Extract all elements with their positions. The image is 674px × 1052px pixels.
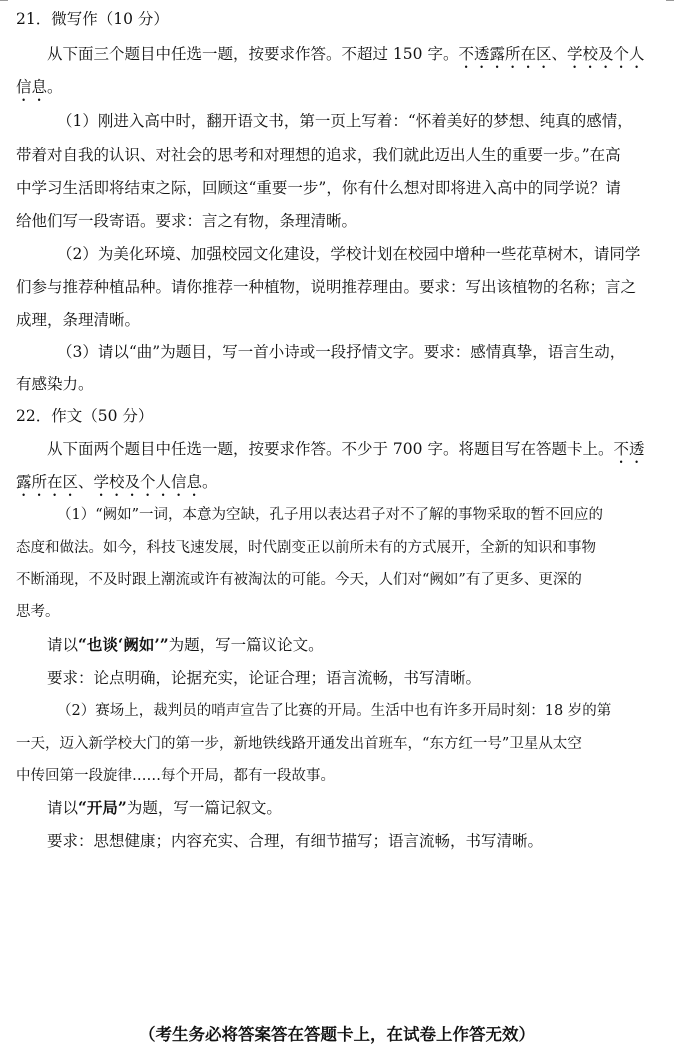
q22-p1-line4: 思考。 [16,604,60,620]
q22-p2-line3: 中传回第一段旋律……每个开局，都有一段故事。 [16,768,335,784]
q22-p1-requirements: 要求：论点明确，论据充实，论证合理；语言流畅，书写清晰。 [47,669,482,687]
q21-item1-line4: 给他们写一段寄语。要求：言之有物，条理清晰。 [16,212,358,230]
q21-item1-line1: （1）刚进入高中时，翻开语文书，第一页上写着：“怀着美好的梦想、纯真的感情， [57,112,633,130]
q22-p2-requirements: 要求：思想健康；内容充实、合理，有细节描写；语言流畅，书写清晰。 [47,832,544,850]
q21-item3-line2: 有感染力。 [16,375,94,393]
q22-intro-dotted-cont: 露所在区、学校及个人信息 [16,473,203,491]
q21-item2-line1: （2）为美化环境、加强校园文化建设，学校计划在校园中增种一些花草树木，请同学 [57,245,641,263]
q21-intro-end: 。 [47,78,63,96]
q22-p2-prompt-post: 为题，写一篇记叙文。 [126,799,282,817]
q22-intro-text: 从下面两个题目中任选一题，按要求作答。不少于 700 字。将题目写在答题卡上。 [47,440,614,458]
q21-item2-line2: 们参与推荐种植品种。请你推荐一种植物，说明推荐理由。要求：写出该植物的名称；言之 [16,278,637,296]
q21-intro-dotted-cont: 信息 [16,78,48,96]
q22-p1-line2: 态度和做法。如今，科技飞速发展，时代剧变正以前所未有的方式展开，全新的知识和事物 [16,540,596,556]
q21-item1-line3: 中学习生活即将结束之际，回顾这“重要一步”，你有什么想对即将进入高中的同学说？请 [16,179,621,197]
q21-heading: 21．微写作（10 分） [16,10,169,28]
q22-intro [47,439,644,467]
q21-intro-cont [16,77,63,105]
q22-p1-prompt-post: 为题，写一篇议论文。 [168,636,324,654]
q21-intro-text: 从下面三个题目中任选一题，按要求作答。不超过 150 字。 [47,45,459,63]
crop-mark-right [666,0,674,1]
crop-mark-left [0,0,8,1]
q22-heading: 22．作文（50 分） [16,407,154,425]
q22-p2-prompt-pre: 请以 [47,799,79,817]
q22-p1-line1: （1）“阙如”一词，本意为空缺，孔子用以表达君子对不了解的事物采取的暂不回应的 [57,507,604,523]
q21-item3-line1: （3）请以“曲”为题目，写一首小诗或一段抒情文字。要求：感情真挚，语言生动， [57,343,626,361]
exam-footer-notice: （考生务必将答案答在答题卡上，在试卷上作答无效） [139,1025,535,1044]
q21-intro-dotted: 不透露所在区、学校及个人 [458,45,645,63]
q22-p1-prompt-pre: 请以 [47,636,79,654]
q22-p1-prompt [47,635,324,655]
q22-p1-line3: 不断涌现，不及时跟上潮流或许有被淘汰的可能。今天，人们对“阙如”有了更多、更深的 [16,572,582,588]
q22-p2-line2: 一天，迈入新学校大门的第一步，新地铁线路开通发出首班车，“东方红一号”卫星从太空 [16,736,582,752]
q21-intro [47,44,644,72]
q22-p2-prompt [47,798,282,818]
q21-item2-line3: 成理，条理清晰。 [16,311,141,329]
q22-intro-end: 。 [202,473,218,491]
q22-intro-cont [16,472,218,500]
q22-intro-dotted: 不透 [613,440,645,458]
q22-p1-prompt-title: “也谈‘阙如’” [78,635,169,654]
q22-p2-line1: （2）赛场上，裁判员的哨声宣告了比赛的开局。生活中也有许多开局时刻：18 岁的第 [57,703,612,719]
q22-p2-prompt-title: “开局” [78,798,127,817]
q21-item1-line2: 带着对自我的认识、对社会的思考和对理想的追求，我们就此迈出人生的重要一步。”在高 [16,146,621,164]
